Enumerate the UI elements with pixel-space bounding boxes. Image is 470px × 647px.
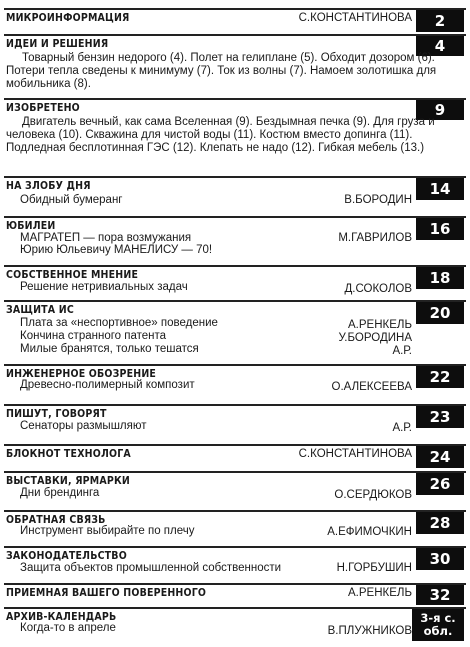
page-number-badge: 32: [416, 585, 464, 605]
section-divider: [4, 546, 466, 548]
page-number-badge: 30: [416, 548, 464, 570]
page-number-badge: 26: [416, 473, 464, 495]
section-author: В.БОРОДИН: [344, 194, 412, 206]
section-title: ВЫСТАВКИ, ЯРМАРКИ: [6, 475, 130, 487]
page-number-badge: 9: [416, 100, 464, 120]
section-divider: [4, 404, 466, 406]
toc-section-ip-protection: [0, 300, 470, 362]
article-title: Юрию Юльевичу МАНЕЛИСУ — 70!: [20, 244, 213, 256]
section-divider: [4, 265, 466, 267]
toc-section-attorney: [0, 583, 470, 607]
section-title: ИДЕИ И РЕШЕНИЯ: [6, 38, 109, 50]
page-number-badge: 20: [416, 302, 464, 324]
section-author: С.КОНСТАНТИНОВА: [298, 12, 412, 24]
page-number-badge: 22: [416, 366, 464, 388]
section-divider: [4, 300, 466, 302]
section-divider: [4, 510, 466, 512]
page-number-badge: 24: [416, 446, 464, 468]
article-title: Древесно-полимерный композит: [20, 379, 195, 391]
section-author: О.АЛЕКСЕЕВА: [331, 381, 412, 393]
section-author: О.СЕРДЮКОВ: [334, 489, 412, 501]
article-title: Защита объектов промышленной собственности: [20, 562, 282, 574]
section-author: Н.ГОРБУШИН: [336, 562, 412, 574]
page-number-badge: 3-я с. обл.: [412, 609, 464, 641]
section-divider: [4, 98, 466, 100]
article-title: Обидный бумеранг: [20, 194, 123, 206]
article-title: Сенаторы размышляют: [20, 420, 147, 432]
toc-section-topical: [0, 176, 470, 214]
section-divider: [4, 34, 466, 36]
section-title: ЮБИЛЕИ: [6, 220, 56, 232]
section-divider: [4, 176, 466, 178]
page-number-badge: 2: [416, 10, 464, 32]
toc-section-microinfo: [0, 8, 470, 34]
article-title: Инструмент выбирайте по плечу: [20, 525, 195, 537]
page-number-badge: 18: [416, 267, 464, 289]
section-title: БЛОКНОТ ТЕХНОЛОГА: [6, 448, 131, 460]
section-author: А.ЕФИМОЧКИН: [327, 526, 412, 538]
toc-section-legislation: [0, 546, 470, 582]
section-divider: [4, 216, 466, 218]
toc-section-invented: [0, 98, 470, 174]
section-divider: [4, 607, 466, 609]
section-author: У.БОРОДИНА: [338, 332, 412, 344]
section-title: ИЗОБРЕТЕНО: [6, 102, 80, 114]
page-number-badge: 16: [416, 218, 464, 240]
toc-section-opinion: [0, 265, 470, 299]
article-title: МАГРАТЕП — пора возмужания: [20, 232, 192, 244]
toc-section-ideas: [0, 34, 470, 96]
toc-section-engineering: [0, 364, 470, 402]
section-title: АРХИВ-КАЛЕНДАРЬ: [6, 611, 117, 623]
section-title: ОБРАТНАЯ СВЯЗЬ: [6, 514, 106, 526]
article-title: Кончина странного патента: [20, 330, 167, 342]
section-title: ЗАКОНОДАТЕЛЬСТВО: [6, 550, 127, 562]
toc-section-feedback: [0, 510, 470, 546]
section-author: А.Р.: [392, 422, 412, 434]
section-author: А.Р.: [392, 345, 412, 357]
toc-section-tech-notebook: [0, 444, 470, 470]
toc-section-jubilees: [0, 216, 470, 264]
section-summary: Двигатель вечный, как сама Вселенная (9). Бездымная печка (9). Для груза и человека (10). Скважина для чистой воды (11). Костюм вместо допинга (11). Подледная бесплотинная ГЭС (12). Клепать не надо (12). Гибкая мебель (13.): [6, 116, 435, 154]
section-title: ЗАЩИТА ИС: [6, 304, 74, 316]
page-number-badge: 23: [416, 406, 464, 428]
section-author: А.РЕНКЕЛЬ: [348, 587, 412, 599]
section-author: М.ГАВРИЛОВ: [338, 232, 412, 244]
section-author: В.ПЛУЖНИКОВ: [327, 625, 412, 637]
article-title: Плата за «неспортивное» поведение: [20, 317, 218, 329]
section-divider: [4, 444, 466, 446]
section-title: ИНЖЕНЕРНОЕ ОБОЗРЕНИЕ: [6, 368, 157, 380]
toc-section-archive-calendar: [0, 607, 470, 645]
page-number-badge: 28: [416, 512, 464, 534]
section-divider: [4, 364, 466, 366]
section-title: НА ЗЛОБУ ДНЯ: [6, 180, 91, 192]
section-divider: [4, 583, 466, 585]
section-author: А.РЕНКЕЛЬ: [348, 319, 412, 331]
section-title: СОБСТВЕННОЕ МНЕНИЕ: [6, 269, 139, 281]
toc-section-they-write: [0, 404, 470, 442]
section-title: ПРИЕМНАЯ ВАШЕГО ПОВЕРЕННОГО: [6, 587, 207, 599]
section-divider: [4, 8, 466, 10]
section-summary: Товарный бензин недорого (4). Полет на гелиплане (5). Обходит дозором (6). Потери тепла сведены к минимуму (7). Ток из волны (7). Намоем золотишка для мобильника (8).: [6, 52, 437, 90]
section-title: МИКРОИНФОРМАЦИЯ: [6, 12, 130, 24]
article-title: Дни брендинга: [20, 487, 100, 499]
article-title: Когда-то в апреле: [20, 622, 116, 634]
section-author: С.КОНСТАНТИНОВА: [298, 448, 412, 460]
article-title: Решение нетривиальных задач: [20, 281, 188, 293]
section-author: Д.СОКОЛОВ: [344, 283, 412, 295]
section-title: ПИШУТ, ГОВОРЯТ: [6, 408, 107, 420]
article-title: Милые бранятся, только тешатся: [20, 343, 199, 355]
page-number-badge: 14: [416, 178, 464, 200]
section-divider: [4, 471, 466, 473]
toc-section-exhibitions: [0, 471, 470, 509]
page-number-badge: 4: [416, 36, 464, 56]
